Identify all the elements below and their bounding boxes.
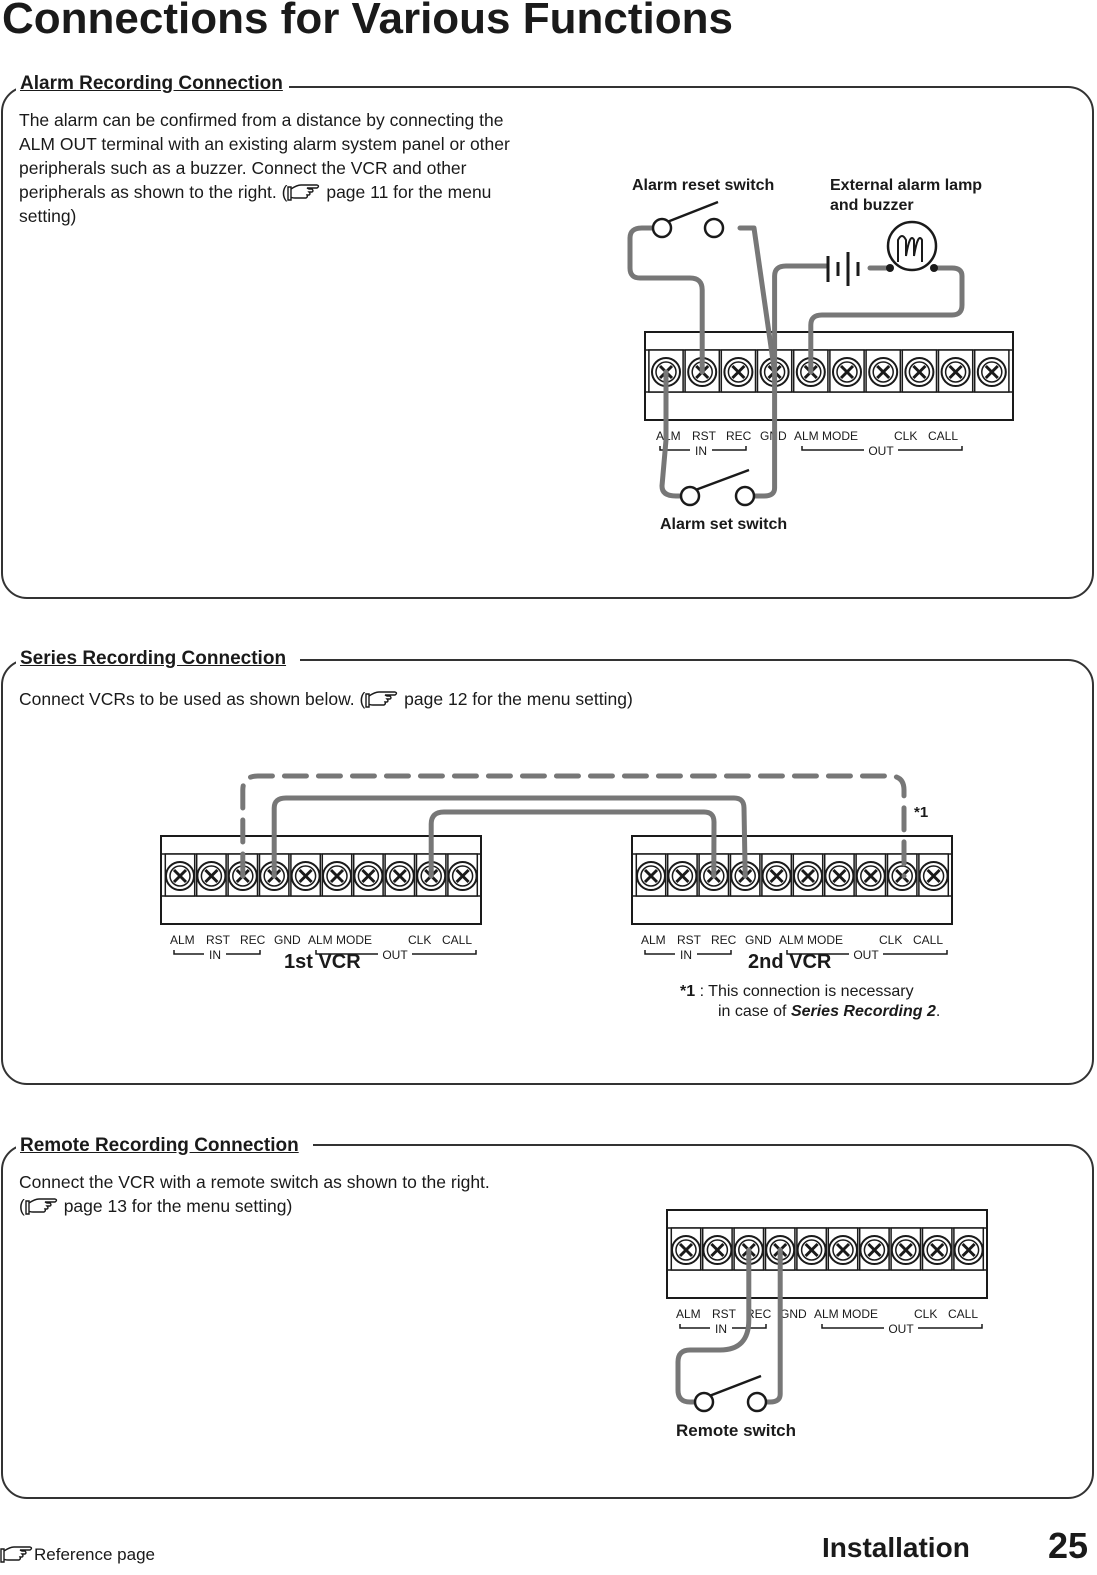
- terminal-label: ALM: [814, 1307, 839, 1321]
- terminal-label: MODE: [842, 1307, 878, 1321]
- out-bracket: [802, 446, 864, 450]
- remote-switch-label: Remote switch: [676, 1421, 796, 1440]
- out-bracket: [787, 950, 849, 954]
- first-vcr-label: 1st VCR: [284, 951, 361, 973]
- in-bracket: [174, 950, 204, 954]
- terminal-label: GND: [274, 933, 301, 947]
- terminal-label: GND: [745, 933, 772, 947]
- terminal-label: CALL: [442, 933, 473, 947]
- remote-recording-line1: Connect the VCR with a remote switch as shown to the right.: [19, 1172, 490, 1192]
- terminal-label: ALM: [641, 933, 666, 947]
- remote-recording-ref: page 13 for the menu setting): [58, 1196, 293, 1216]
- terminal-label: CALL: [928, 429, 959, 443]
- buzzer-label: and buzzer: [830, 197, 914, 214]
- terminal-label: ALM: [676, 1307, 701, 1321]
- footer-section-name: Installation: [822, 1532, 970, 1563]
- in-bracket: [645, 950, 675, 954]
- switch-contact: [736, 487, 754, 505]
- out-bracket: [898, 446, 962, 450]
- terminal-label: REC: [240, 933, 266, 947]
- terminal-label: REC: [726, 429, 752, 443]
- terminal-label: MODE: [336, 933, 372, 947]
- terminal-label: CLK: [894, 429, 918, 443]
- terminal-label: MODE: [822, 429, 858, 443]
- switch-contact: [748, 1393, 766, 1411]
- terminal-label: GND: [760, 429, 787, 443]
- switch-contact: [653, 219, 671, 237]
- terminal-label: RST: [712, 1307, 736, 1321]
- out-bracket: [918, 1324, 982, 1328]
- alarm-reset-switch-label: Alarm reset switch: [632, 177, 775, 194]
- terminal-label: CLK: [914, 1307, 938, 1321]
- reference-page-legend: [0, 1544, 155, 1565]
- alarm-recording-ref: page 11 for the menu setting): [19, 182, 492, 226]
- in-group-label: IN: [715, 1322, 727, 1336]
- switch-contact: [681, 487, 699, 505]
- series-recording-text: Connect VCRs to be used as shown below. (: [19, 689, 366, 709]
- out-group-label: OUT: [868, 444, 894, 458]
- alarm-set-switch-label: Alarm set switch: [660, 516, 788, 533]
- out-bracket: [412, 950, 476, 954]
- terminal-label: GND: [780, 1307, 807, 1321]
- terminal-label: ALM: [794, 429, 819, 443]
- terminal-label: RST: [677, 933, 701, 947]
- alarm-recording-text: The alarm can be confirmed from a distance by connecting the ALM OUT terminal with an existing alarm system panel or other peripherals such as a buzzer. Connect the VCR and other peripherals as shown to the right. (: [19, 110, 510, 202]
- in-group-label: IN: [680, 948, 692, 962]
- out-bracket: [883, 950, 947, 954]
- series-recording-ref: page 12 for the menu setting): [399, 689, 633, 709]
- external-alarm-lamp-label: External alarm lamp: [830, 177, 983, 194]
- battery-icon: [828, 252, 858, 286]
- in-group-label: IN: [695, 444, 707, 458]
- in-bracket: [712, 446, 746, 450]
- out-group-label: OUT: [888, 1322, 914, 1336]
- terminal-label: ALM: [170, 933, 195, 947]
- series-recording-title: Series Recording Connection: [16, 648, 300, 670]
- footnote-key: *1: [680, 983, 696, 1000]
- footnote-suffix: .: [935, 1003, 941, 1020]
- footnote-line2-prefix: in case of: [718, 1003, 791, 1020]
- footnote-marker: *1: [914, 804, 929, 821]
- remote-recording-line2-prefix: (: [19, 1196, 25, 1216]
- in-bracket: [226, 950, 260, 954]
- remote-recording-title: Remote Recording Connection: [16, 1135, 313, 1157]
- second-vcr-label: 2nd VCR: [748, 951, 832, 973]
- out-bracket: [822, 1324, 884, 1328]
- terminal-label: ALM: [656, 429, 681, 443]
- terminal-label: RST: [206, 933, 230, 947]
- alarm-set-switch: [681, 470, 754, 505]
- out-bracket: [316, 950, 378, 954]
- alarm-recording-title: Alarm Recording Connection: [16, 73, 289, 95]
- out-group-label: OUT: [382, 948, 408, 962]
- page-number: 25: [1048, 1525, 1089, 1566]
- terminal-label: MODE: [807, 933, 843, 947]
- switch-contact: [695, 1393, 713, 1411]
- lamp-buzzer-icon: [886, 222, 938, 272]
- switch-contact: [705, 219, 723, 237]
- terminal-label: RST: [692, 429, 716, 443]
- in-group-label: IN: [209, 948, 221, 962]
- terminal-label: ALM: [779, 933, 804, 947]
- lamp-bulb: [888, 222, 936, 270]
- in-bracket: [680, 1324, 710, 1328]
- terminal-label: REC: [746, 1307, 772, 1321]
- lamp-terminal: [886, 264, 894, 272]
- footnote-line1: : This connection is necessary: [695, 983, 914, 1000]
- lamp-terminal: [930, 264, 938, 272]
- terminal-label: CLK: [879, 933, 903, 947]
- remote-switch: [695, 1376, 766, 1411]
- pointing-hand-icon: [0, 1544, 34, 1564]
- reference-page-text: Reference page: [34, 1545, 155, 1564]
- terminal-label: ALM: [308, 933, 333, 947]
- terminal-label: CLK: [408, 933, 432, 947]
- terminal-label: CALL: [913, 933, 944, 947]
- out-group-label: OUT: [853, 948, 879, 962]
- footnote-emphasis: Series Recording 2: [790, 1003, 936, 1020]
- alarm-reset-switch: [653, 202, 723, 237]
- page-title: Connections for Various Functions: [2, 0, 733, 43]
- terminal-label: CALL: [948, 1307, 979, 1321]
- terminal-label: REC: [711, 933, 737, 947]
- in-bracket: [697, 950, 731, 954]
